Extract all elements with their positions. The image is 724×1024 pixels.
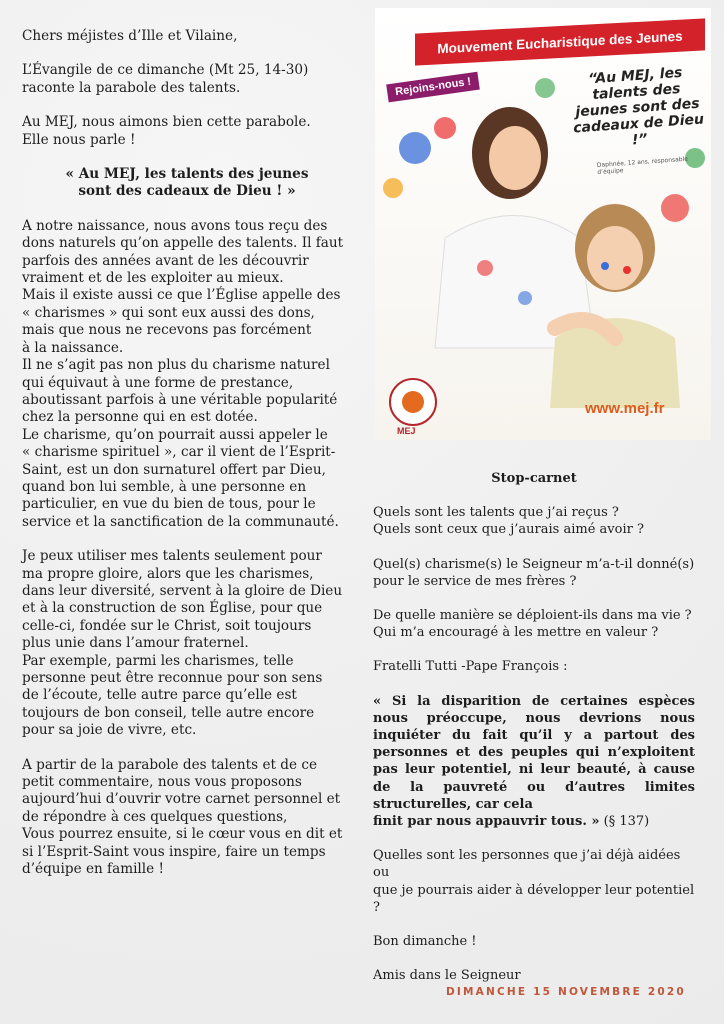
text-line: personne peut être reconnue pour son sens [22,670,323,686]
text-line: dons naturels qu’on appelle des talents. Il faut [22,235,344,252]
intro-line-1: Au MEJ, nous aimons bien cette parabole. [22,114,311,131]
text-line: Je peux utiliser mes talents seulement pour [22,548,322,565]
closing-greeting: Bon dimanche ! [373,934,477,950]
text-line: service et la sanctification de la communauté. [22,513,339,530]
text-line: d’équipe en famille ! [22,861,164,878]
text-line: « charisme spirituel », car il vient de l’Esprit- [22,444,336,461]
question-1b: Quels sont ceux que j’aurais aimé avoir ? [373,522,644,538]
text-line: A notre naissance, nous avons tous reçu des [22,217,328,234]
text-line: de répondre à ces quelques questions, [22,808,288,825]
text-line: « charismes » qui sont eux aussi des dons, [22,304,315,321]
poster-banner-text: Mouvement Eucharistique des Jeunes [437,28,683,56]
text-line: pour sa joie de vivre, etc. [22,722,197,739]
text-line: celle-ci, fondée sur le Christ, soit toujours [22,617,312,634]
footer-date: DIMANCHE 15 NOVEMBRE 2020 [446,986,686,998]
mej-logo-label: MEJ [397,426,416,436]
gospel-line-1: L’Évangile de ce dimanche (Mt 25, 14-30) [22,62,309,79]
body-paragraph-3 [22,757,352,879]
stop-carnet-title: Stop-carnet [491,471,577,486]
text-line: si l’Esprit-Saint vous inspire, faire un temps [22,843,326,860]
text-line: plus unie dans l’amour fraternel. [22,635,249,652]
mej-poster-image [375,8,711,440]
text-line: Saint, est un don surnaturel offert par Dieu, [22,461,326,478]
text-line: A partir de la parabole des talents et de ce [22,756,317,773]
right-column [373,470,695,984]
quote-source: Fratelli Tutti -Pape François : [373,659,568,675]
text-line: Par exemple, parmi les charismes, telle [22,652,294,669]
question-4b: que je pourrais aider à développer leur potentiel ? [373,882,695,915]
gospel-line-2: raconte la parabole des talents. [22,79,241,96]
poster-slogan-attribution: Daphnée, 12 ans, responsable d’équipe [596,155,689,176]
text-line: petit commentaire, nous vous proposons [22,774,302,791]
question-3b: Qui m’a encouragé à les mettre en valeur ? [373,625,659,641]
question-2b: pour le service de mes frères ? [373,573,577,589]
text-line: ma propre gloire, alors que les charismes, [22,565,314,582]
left-column [22,28,352,878]
text-line: chez la personne qui en est dotée. [22,409,258,426]
quote-reference: (§ 137) [599,814,650,830]
body-paragraph-1 [22,218,352,531]
text-line: quand bon lui semble, à une personne en [22,478,307,495]
text-line: mais que nous ne recevons pas forcément [22,322,312,339]
question-2a: Quel(s) charisme(s) le Seigneur m’a-t-il donné(s) [373,556,695,572]
quote-last-line [373,813,695,830]
headline-line-1: « Au MEJ, les talents des jeunes [65,166,309,183]
poster-url: www.mej.fr [585,400,665,417]
question-4a: Quelles sont les personnes que j’ai déjà aidées ou [373,848,681,881]
text-line: Vous pourrez ensuite, si le cœur vous en dit et [22,826,343,843]
text-line: de l’écoute, telle autre parce qu’elle est [22,687,297,704]
text-line: particulier, en vue du bien de tous, pour le [22,496,316,513]
question-3a: De quelle manière se déploient-ils dans ma vie ? [373,608,692,624]
text-line: toujours de bon conseil, telle autre encore [22,704,315,721]
text-line: vraiment et de les exploiter au mieux. [22,270,284,287]
rejoins-badge: Rejoins-nous ! [386,72,480,103]
text-line: parfois des années avant de les découvrir [22,252,309,269]
question-1a: Quels sont les talents que j’ai reçus ? [373,505,619,521]
intro-line-2: Elle nous parle ! [22,131,136,148]
text-line: Le charisme, qu’on pourrait aussi appeler le [22,426,328,443]
text-line: aboutissant parfois à une véritable popularité [22,391,338,408]
text-line: Il ne s’agit pas non plus du charisme naturel [22,357,330,374]
text-line: dans leur diversité, servent à la gloire de Dieu [22,582,343,599]
closing-signature: Amis dans le Seigneur [373,968,521,984]
text-line: Mais il existe aussi ce que l’Église appelle des [22,287,341,304]
fratelli-tutti-quote: « Si la disparition de certaines espèces nous préoccupe, nous devrions nous inquiéter du fait qu’il y a partout des personnes et des peuples qui n’exploitent pas leur potentiel, ni leur beauté, à cause de la pauvreté ou d’autres limites structurelles, car cela [373,693,695,812]
text-line: qui équivaut à une forme de prestance, [22,374,294,391]
mej-logo-icon [389,378,437,426]
greeting: Chers méjistes d’Ille et Vilaine, [22,28,238,44]
headline-line-2: sont des cadeaux de Dieu ! » [78,183,296,200]
body-paragraph-2 [22,548,352,739]
text-line: et à la construction de son Église, pour que [22,600,323,617]
text-line: aujourd’hui d’ouvrir votre carnet personnel et [22,791,341,808]
quote-last-bold: finit par nous appauvrir tous. » [373,814,600,830]
text-line: à la naissance. [22,339,124,356]
poster-slogan: “Au MEJ, les talents des jeunes sont des cadeaux de Dieu !” [572,64,705,149]
